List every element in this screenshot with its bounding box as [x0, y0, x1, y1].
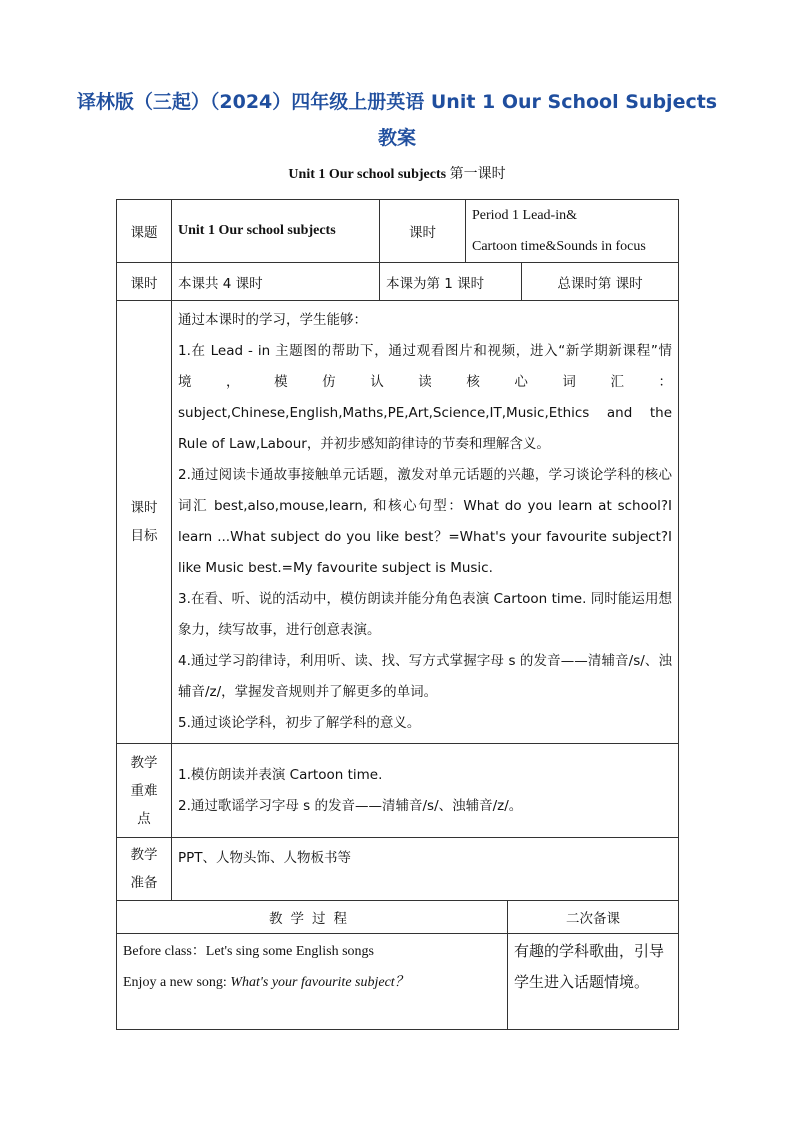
- keypoints-content: [172, 744, 679, 838]
- objectives-label-line-1: 课时: [130, 500, 158, 516]
- objectives-label-line-2: 目标: [130, 528, 158, 544]
- subtitle-english: Unit 1 Our school subjects: [288, 167, 447, 182]
- prep-row: [117, 838, 679, 901]
- period-label: 课时: [380, 200, 466, 263]
- keypoints-row: [117, 744, 679, 838]
- topic-value: Unit 1 Our school subjects: [172, 200, 380, 263]
- period-line-1: Period 1 Lead-in&: [472, 208, 577, 223]
- song-title: What's your favourite subject？: [230, 975, 409, 990]
- current-hour: 本课为第 1 课时: [380, 263, 522, 301]
- overall-hour: 总课时第 课时: [522, 263, 679, 301]
- period-line-2: Cartoon time&Sounds in focus: [472, 239, 646, 254]
- process-header-row: [117, 901, 679, 934]
- topic-row: [117, 200, 679, 263]
- hours-label: 课时: [117, 263, 172, 301]
- prep-value: PPT、人物头饰、人物板书等: [172, 838, 679, 901]
- process-row: [117, 934, 679, 1030]
- document-title: 译林版（三起）（2024）四年级上册英语 Unit 1 Our School Subjects 教案: [76, 91, 718, 149]
- total-hours: 本课共 4 课时: [172, 263, 380, 301]
- process-header: 教学过程: [117, 901, 508, 934]
- objectives-row: [117, 301, 679, 744]
- revision-header: 二次备课: [508, 901, 679, 934]
- keypoints-label-line-3: 点: [137, 810, 151, 827]
- song-intro: Enjoy a new song:: [123, 975, 231, 990]
- objectives-intro: 通过本课时的学习，学生能够：: [178, 312, 367, 328]
- objectives-content: [172, 301, 679, 744]
- hours-row: [117, 263, 679, 301]
- keypoints-label-line-1: 教学: [130, 754, 158, 771]
- lesson-plan-table: [116, 199, 679, 1030]
- prep-label: [117, 838, 172, 901]
- lesson-subtitle: [0, 163, 794, 183]
- prep-label-line-1: 教学: [130, 847, 158, 863]
- objective-item: 4.通过学习韵律诗，利用听、读、找、写方式掌握字母 s 的发音——清辅音/s/、浊辅音/z/，掌握发音规则并了解更多的单词。: [178, 653, 673, 700]
- subtitle-chinese: 第一课时: [449, 166, 506, 182]
- process-content: [117, 934, 508, 1030]
- keypoints-label: [117, 744, 172, 838]
- objective-item: 3.在看、听、说的活动中，模仿朗读并能分角色表演 Cartoon time. 同时能运用想象力，续写故事，进行创意表演。: [178, 591, 673, 638]
- objective-item: 2.通过阅读卡通故事接触单元话题，激发对单元话题的兴趣，学习谈论学科的核心词汇 best,also,mouse,learn, 和核心句型：What do you learn at school?I learn ...What subject do you like best？=What's your favourite subject?I like Music best.=My favourite subject is Music.: [178, 467, 673, 576]
- revision-note: 有趣的学科歌曲，引导学生进入话题情境。: [508, 934, 679, 1030]
- objective-item: 5.通过谈论学科，初步了解学科的意义。: [178, 715, 421, 731]
- period-value: [466, 200, 679, 263]
- objectives-label: [117, 301, 172, 744]
- process-line-2: [123, 967, 501, 998]
- keypoints-label-line-2: 重难: [130, 782, 158, 799]
- keypoint-item: 1.模仿朗读并表演 Cartoon time.: [178, 766, 383, 783]
- prep-label-line-2: 准备: [130, 875, 158, 891]
- process-line-1: Before class：Let's sing some English songs: [123, 944, 374, 959]
- objective-item: 1.在 Lead - in 主题图的帮助下，通过观看图片和视频，进入“新学期新课程”情境，模仿认读核心词汇：subject,Chinese,English,Maths,PE,Art,Science,IT,Music,Ethics and the Rule of Law,Labour，并初步感知韵律诗的节奏和理解含义。: [178, 343, 673, 452]
- topic-label: 课题: [117, 200, 172, 263]
- keypoint-item: 2.通过歌谣学习字母 s 的发音——清辅音/s/、浊辅音/z/。: [178, 797, 523, 814]
